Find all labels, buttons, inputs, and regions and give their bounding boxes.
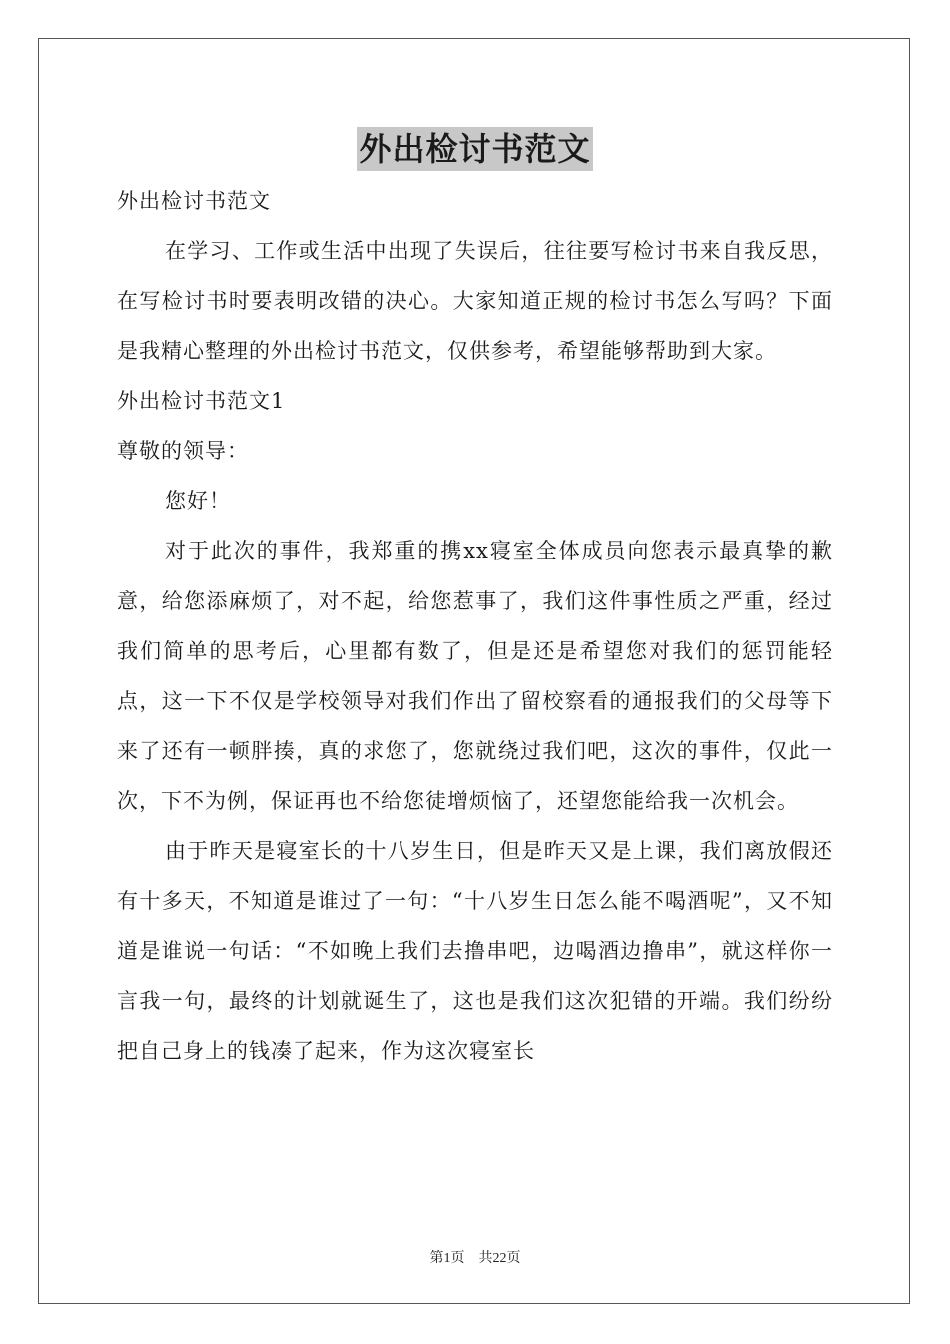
title-container — [0, 127, 950, 171]
paragraph-subtitle[interactable]: 外出检讨书范文 — [117, 189, 271, 213]
document-body — [117, 176, 833, 1076]
document-title[interactable]: 外出检讨书范文 — [357, 127, 592, 171]
paragraph-greeting[interactable]: 您好！ — [165, 489, 231, 513]
page-footer: 第1页 共22页 — [429, 1251, 521, 1266]
paragraph-body-1[interactable]: 对于此次的事件，我郑重的携xx寝室全体成员向您表示最真挚的歉意，给您添麻烦了，对不起，给您惹事了，我们这件事性质之严重，经过我们简单的思考后，心里都有数了，但是还是希望您对我们的惩罚能轻点，这一下不仅是学校领导对我们作出了留校察看的通报我们的父母等下来了还有一顿胖揍，真的求您了，您就绕过我们吧，这次的事件，仅此一次，下不为例，保证再也不给您徒增烦恼了，还望您能给我一次机会。 — [117, 539, 833, 813]
paragraph-body-2[interactable]: 由于昨天是寝室长的十八岁生日，但是昨天又是上课，我们离放假还有十多天，不知道是谁过了一句：“十八岁生日怎么能不喝酒呢”，又不知道是谁说一句话：“不如晚上我们去撸串吧，边喝酒边撸串”，就这样你一言我一句，最终的计划就诞生了，这也是我们这次犯错的开端。我们纷纷把自己身上的钱凑了起来，作为这次寝室长 — [117, 839, 833, 1063]
paragraph-intro[interactable]: 在学习、工作或生活中出现了失误后，往往要写检讨书来自我反思，在写检讨书时要表明改错的决心。大家知道正规的检讨书怎么写吗？下面是我精心整理的外出检讨书范文，仅供参考，希望能够帮助到大家。 — [117, 239, 833, 363]
paragraph-salutation[interactable]: 尊敬的领导： — [117, 439, 249, 463]
paragraph-section-heading[interactable]: 外出检讨书范文1 — [117, 389, 286, 413]
